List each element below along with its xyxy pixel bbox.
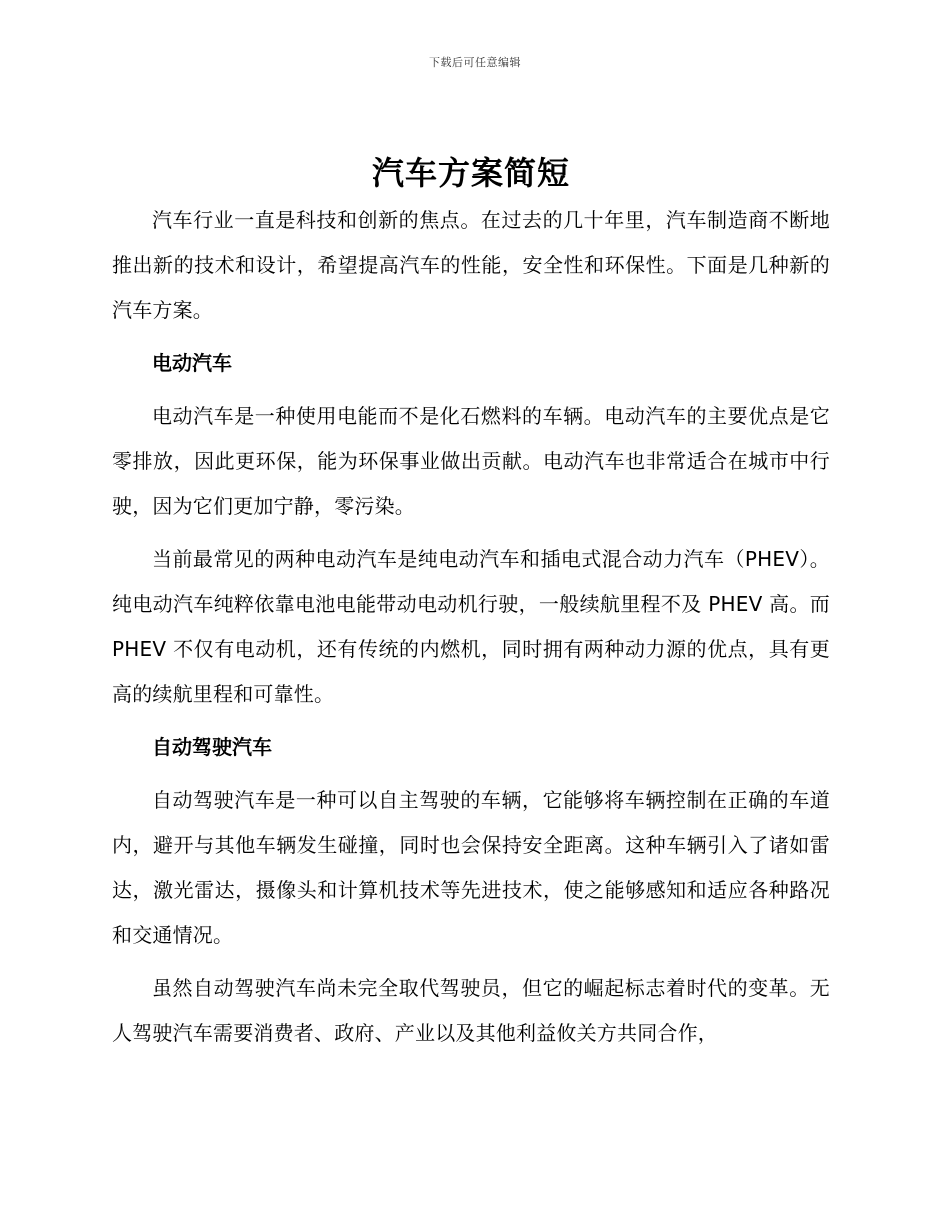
page-header-note: 下载后可任意编辑 — [429, 56, 521, 69]
section-heading-autonomous-vehicles: 自动驾驶汽车 — [152, 735, 272, 759]
autonomous-vehicles-paragraph-2: 虽然自动驾驶汽车尚未完全取代驾驶员，但它的崛起标志着时代的变革。无人驾驶汽车需要消费者、政府、产业以及其他利益攸关方共同合作， — [112, 976, 830, 1045]
document-title: 汽车方案简短 — [371, 154, 570, 192]
electric-vehicles-paragraph-1: 电动汽车是一种使用电能而不是化石燃料的车辆。电动汽车的主要优点是它零排放，因此更环保，能为环保事业做出贡献。电动汽车也非常适合在城市中行驶，因为它们更加宁静，零污染。 — [112, 404, 830, 518]
electric-vehicles-paragraph-2: 当前最常见的两种电动汽车是纯电动汽车和插电式混合动力汽车（PHEV）。纯电动汽车纯粹依靠电池电能带动电动机行驶，一般续航里程不及 PHEV 高。而 PHEV 不仅有电动机，还有传统的内燃机，同时拥有两种动力源的优点，具有更高的续航里程和可靠性。 — [112, 547, 830, 706]
intro-paragraph: 汽车行业一直是科技和创新的焦点。在过去的几十年里，汽车制造商不断地推出新的技术和设计，希望提高汽车的性能，安全性和环保性。下面是几种新的汽车方案。 — [112, 208, 830, 322]
autonomous-vehicles-paragraph-1: 自动驾驶汽车是一种可以自主驾驶的车辆，它能够将车辆控制在正确的车道内，避开与其他车辆发生碰撞，同时也会保持安全距离。这种车辆引入了诸如雷达，激光雷达，摄像头和计算机技术等先进技术，使之能够感知和适应各种路况和交通情况。 — [112, 788, 830, 947]
document-body — [112, 148, 830, 1064]
section-heading-electric-vehicles: 电动汽车 — [152, 351, 232, 375]
